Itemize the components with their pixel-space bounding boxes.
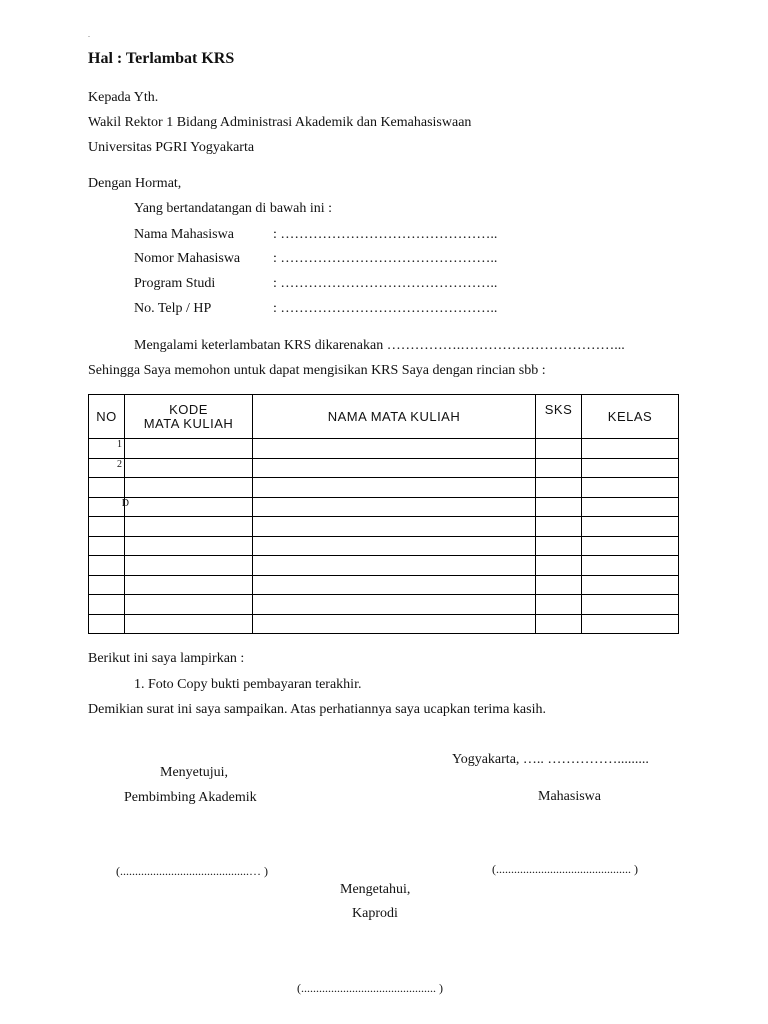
cell-course-code[interactable] (125, 556, 253, 576)
attachment-item: 1. Foto Copy bukti pembayaran terakhir. (134, 677, 362, 692)
cell-class[interactable] (582, 439, 679, 459)
head-title: Kaprodi (352, 906, 398, 921)
cell-course-name[interactable] (253, 575, 536, 595)
field-value-student-number: : ……………………………………….. (273, 251, 498, 266)
cell-credits[interactable] (536, 575, 582, 595)
cell-class[interactable] (582, 575, 679, 595)
table-row (89, 595, 679, 615)
row-number: 2 (117, 458, 122, 470)
cell-course-name[interactable] (253, 595, 536, 615)
cell-no[interactable] (89, 497, 129, 517)
field-value-study-program: : ……………………………………….. (273, 276, 498, 291)
letter-subject: Hal : Terlambat KRS (88, 50, 235, 67)
student-title: Mahasiswa (538, 789, 601, 804)
intro-text: Yang bertandatangan di bawah ini : (134, 201, 333, 216)
cell-class[interactable] (582, 478, 679, 498)
advisor-signature-line: (...........................................… ) (116, 864, 268, 878)
cell-course-code[interactable] (125, 478, 253, 498)
cell-course-name[interactable] (253, 536, 536, 556)
cell-credits[interactable] (536, 497, 582, 517)
recipient-line-2: Wakil Rektor 1 Bidang Administrasi Akademik dan Kemahasiswaan (88, 115, 472, 130)
cell-no[interactable] (89, 517, 125, 537)
table-row (89, 556, 679, 576)
cell-credits[interactable] (536, 595, 582, 615)
request-text: Sehingga Saya memohon untuk dapat mengisikan KRS Saya dengan rincian sbb : (88, 363, 546, 378)
advisor-title: Pembimbing Akademik (124, 790, 257, 805)
row-mark: D (121, 497, 129, 509)
cell-course-code[interactable] (125, 497, 253, 517)
table-row (89, 458, 679, 478)
cell-no[interactable] (89, 614, 125, 634)
cell-course-code[interactable] (125, 575, 253, 595)
acknowledge-label: Mengetahui, (340, 882, 411, 897)
cell-class[interactable] (582, 536, 679, 556)
recipient-line-1: Kepada Yth. (88, 90, 159, 105)
header-class: KELAS (582, 395, 679, 439)
recipient-line-3: Universitas PGRI Yogyakarta (88, 140, 255, 155)
cell-credits[interactable] (536, 458, 582, 478)
place-date: Yogyakarta, ….. ……………......... (452, 752, 649, 767)
cell-course-name[interactable] (253, 478, 536, 498)
field-label-student-number: Nomor Mahasiswa (134, 251, 241, 266)
cell-course-name[interactable] (253, 497, 536, 517)
cell-course-name[interactable] (253, 517, 536, 537)
cell-class[interactable] (582, 517, 679, 537)
reason-text: Mengalami keterlambatan KRS dikarenakan …………….……………………………... (134, 338, 625, 353)
cell-credits[interactable] (536, 478, 582, 498)
cell-course-code[interactable] (125, 536, 253, 556)
top-mark: . (88, 30, 90, 39)
approve-label: Menyetujui, (160, 765, 229, 780)
table-row (89, 439, 679, 459)
cell-class[interactable] (582, 497, 679, 517)
table-row (89, 497, 679, 517)
cell-class[interactable] (582, 458, 679, 478)
cell-no[interactable] (89, 439, 125, 459)
closing-text: Demikian surat ini saya sampaikan. Atas perhatiannya saya ucapkan terima kasih. (88, 702, 546, 717)
field-label-name: Nama Mahasiswa (134, 227, 234, 242)
cell-credits[interactable] (536, 517, 582, 537)
cell-course-code[interactable] (125, 439, 253, 459)
table-row (89, 478, 679, 498)
cell-credits[interactable] (536, 614, 582, 634)
field-label-phone: No. Telp / HP (134, 301, 212, 316)
cell-no[interactable] (89, 595, 125, 615)
cell-credits[interactable] (536, 556, 582, 576)
cell-no[interactable] (89, 458, 125, 478)
field-label-study-program: Program Studi (134, 276, 216, 291)
attachments-intro: Berikut ini saya lampirkan : (88, 651, 245, 666)
header-course-code (125, 395, 253, 439)
student-signature-line: (............................................. ) (492, 862, 638, 876)
krs-table (88, 394, 679, 634)
cell-course-name[interactable] (253, 458, 536, 478)
cell-credits[interactable] (536, 439, 582, 459)
table-row (89, 517, 679, 537)
table-row (89, 536, 679, 556)
cell-no[interactable] (89, 556, 125, 576)
cell-no[interactable] (89, 478, 125, 498)
greeting: Dengan Hormat, (88, 176, 182, 191)
field-value-name: : ……………………………………….. (273, 227, 498, 242)
table-header-row (89, 395, 679, 439)
table-row (89, 614, 679, 634)
cell-class[interactable] (582, 556, 679, 576)
header-no: NO (89, 395, 125, 439)
header-credits: SKS (536, 395, 582, 439)
cell-class[interactable] (582, 595, 679, 615)
cell-course-name[interactable] (253, 556, 536, 576)
field-value-phone: : ……………………………………….. (273, 301, 498, 316)
header-course-code-line-1: KODE (169, 401, 208, 417)
head-signature-line: (............................................. ) (297, 981, 443, 995)
cell-credits[interactable] (536, 536, 582, 556)
cell-course-code[interactable] (125, 595, 253, 615)
cell-course-code[interactable] (125, 614, 253, 634)
cell-course-name[interactable] (253, 439, 536, 459)
header-course-code-line-2: MATA KULIAH (143, 415, 234, 431)
cell-course-name[interactable] (253, 614, 536, 634)
cell-no[interactable] (89, 536, 125, 556)
row-number: 1 (117, 439, 122, 450)
cell-no[interactable] (89, 575, 125, 595)
table-row (89, 575, 679, 595)
cell-class[interactable] (582, 614, 679, 634)
cell-course-code[interactable] (125, 458, 253, 478)
header-course-name: NAMA MATA KULIAH (253, 395, 536, 439)
cell-course-code[interactable] (125, 517, 253, 537)
